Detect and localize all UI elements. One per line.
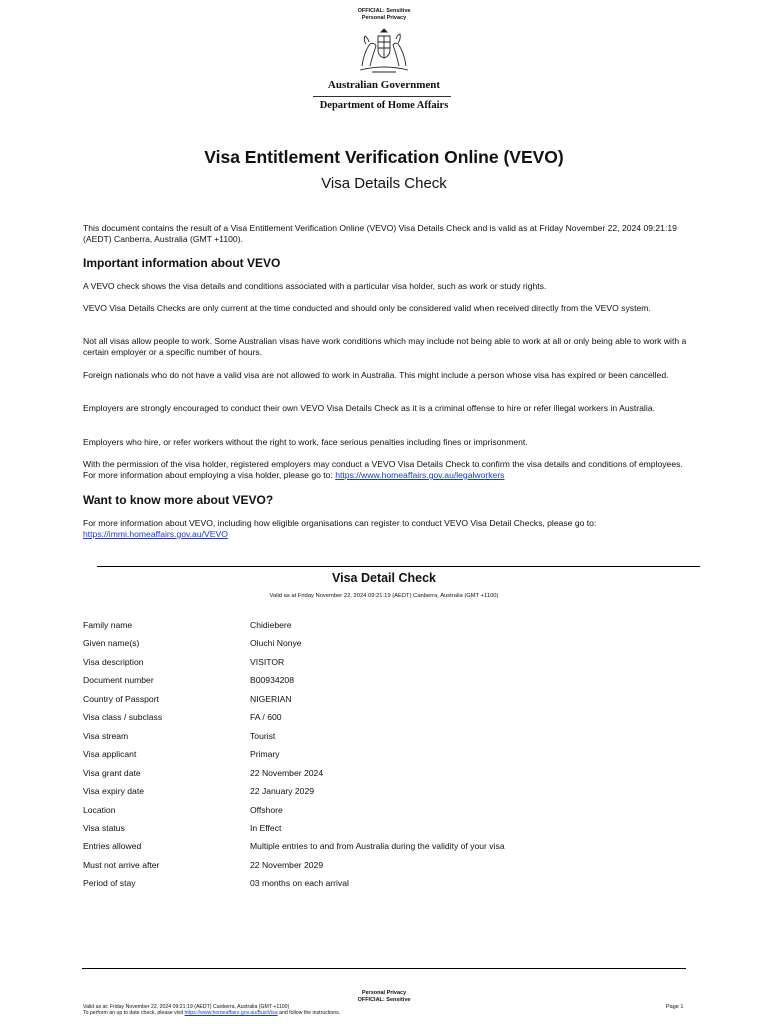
important-paragraph-6: Employers who hire, or refer workers without the right to work, face serious penalties including fines or imprisonment. [83, 437, 528, 447]
more-paragraph [83, 518, 688, 540]
busivisa-link[interactable]: https://www.homeaffairs.gov.au/BusiVisa [184, 1010, 278, 1017]
footer-valid-as-at: Valid as at: Friday November 22, 2024 09:21:19 (AEDT) Canberra, Australia (GMT +1100) [83, 1004, 290, 1010]
classification-footer: OFFICIAL: Sensitive [357, 997, 411, 1003]
more-heading: Want to know more about VEVO? [83, 493, 274, 507]
table-row [83, 823, 703, 841]
government-name: Australian Government [327, 79, 441, 91]
table-row [83, 749, 703, 767]
table-row [83, 731, 703, 749]
row-value: 03 months on each arrival [250, 878, 349, 889]
page-number: Page 1 [666, 1004, 684, 1010]
legalworkers-link[interactable]: https://www.homeaffairs.gov.au/legalworkers [335, 470, 505, 480]
row-value: Tourist [250, 730, 276, 741]
row-value: Multiple entries to and from Australia during the validity of your visa [250, 841, 505, 852]
classification-top: OFFICIAL: Sensitive [357, 8, 411, 14]
row-label: Visa status [83, 822, 125, 833]
important-paragraph-5: Employers are strongly encouraged to conduct their own VEVO Visa Details Check as it is a criminal offense to hire or refer illegal workers in Australia. [83, 403, 655, 413]
detail-check-title: Visa Detail Check [332, 571, 436, 585]
row-label: Visa expiry date [83, 786, 144, 797]
footer-uptodate-text: To perform an up to date check, please visit [83, 1010, 185, 1017]
permission-paragraph [83, 459, 688, 481]
footer-divider [82, 968, 686, 969]
row-label: Visa stream [83, 730, 129, 741]
permission-text: With the permission of the visa holder, registered employers may conduct a VEVO Visa Details Check to confirm the visa details and conditions of employees. For more information about employing a visa holder, please go to: [83, 459, 683, 480]
row-label: Document number [83, 675, 154, 686]
row-value: B00934208 [250, 675, 294, 686]
vevo-link[interactable]: https://immi.homeaffairs.gov.au/VEVO [83, 529, 228, 539]
row-label: Family name [83, 620, 133, 630]
row-value: 22 November 2029 [250, 859, 324, 870]
row-value: FA / 600 [250, 712, 282, 723]
page-subtitle: Visa Details Check [321, 175, 447, 192]
row-label: Visa class / subclass [83, 712, 163, 723]
table-row [83, 860, 703, 878]
intro-paragraph: This document contains the result of a Visa Entitlement Verification Online (VEVO) Visa Details Check and is valid as at Friday November 22, 2024 09:21:19 (AEDT) Canberra, Australia (GMT +1100). [83, 223, 677, 244]
footer-uptodate-suffix: and follow the instructions. [277, 1010, 341, 1017]
row-value: Offshore [250, 804, 283, 815]
row-label: Must not arrive after [83, 859, 160, 870]
row-label: Country of Passport [83, 693, 159, 704]
table-row [83, 786, 703, 804]
more-text: For more information about VEVO, including how eligible organisations can register to conduct VEVO Visa Detail Checks, please go to: [83, 518, 597, 528]
table-row [83, 712, 703, 730]
row-value: Oluchi Nonye [250, 638, 302, 649]
important-paragraph-1: A VEVO check shows the visa details and conditions associated with a particular visa holder, such as work or study rights. [83, 281, 547, 291]
important-paragraph-4: Foreign nationals who do not have a valid visa are not allowed to work in Australia. This might include a person whose visa has expired or been cancelled. [83, 370, 669, 380]
footer-uptodate [83, 1010, 363, 1016]
department-name: Department of Home Affairs [319, 100, 449, 111]
table-row [83, 638, 703, 656]
row-value: VISITOR [250, 656, 285, 667]
important-paragraph-3: Not all visas allow people to work. Some Australian visas have work conditions which may include not being able to work at all or only being able to work with a certain employer or a specific number of hours. [83, 336, 687, 357]
row-label: Period of stay [83, 878, 136, 889]
important-paragraph-2: VEVO Visa Details Checks are only current at the time conducted and should only be considered valid when received directly from the VEVO system. [83, 303, 651, 313]
table-row [83, 768, 703, 786]
row-label: Location [83, 804, 116, 815]
detail-check-valid-as-at: Valid as at Friday November 22, 2024 09:21:19 (AEDT) Canberra, Australia (GMT +1100) [269, 593, 499, 599]
row-value: 22 January 2029 [250, 786, 315, 797]
privacy-top: Personal Privacy [361, 15, 407, 21]
header-divider [313, 96, 451, 97]
row-value: NIGERIAN [250, 693, 292, 704]
row-label: Visa grant date [83, 767, 141, 778]
table-row [83, 675, 703, 693]
coat-of-arms-icon [354, 26, 414, 76]
row-value: Chidiebere [250, 620, 292, 630]
row-label: Entries allowed [83, 841, 142, 852]
table-row [83, 694, 703, 712]
row-label: Given name(s) [83, 638, 140, 649]
page-title: Visa Entitlement Verification Online (VEVO) [204, 147, 564, 167]
row-value: In Effect [250, 822, 282, 833]
table-row [83, 805, 703, 823]
row-value: 22 November 2024 [250, 767, 324, 778]
row-value: Primary [250, 749, 280, 760]
row-label: Visa applicant [83, 749, 137, 760]
table-row [83, 878, 703, 896]
table-row [83, 620, 703, 638]
row-label: Visa description [83, 656, 144, 667]
section-divider [97, 566, 700, 567]
table-row [83, 841, 703, 859]
footer-info [83, 1004, 363, 1016]
privacy-footer: Personal Privacy [361, 990, 407, 996]
table-row [83, 657, 703, 675]
important-heading: Important information about VEVO [83, 256, 281, 270]
